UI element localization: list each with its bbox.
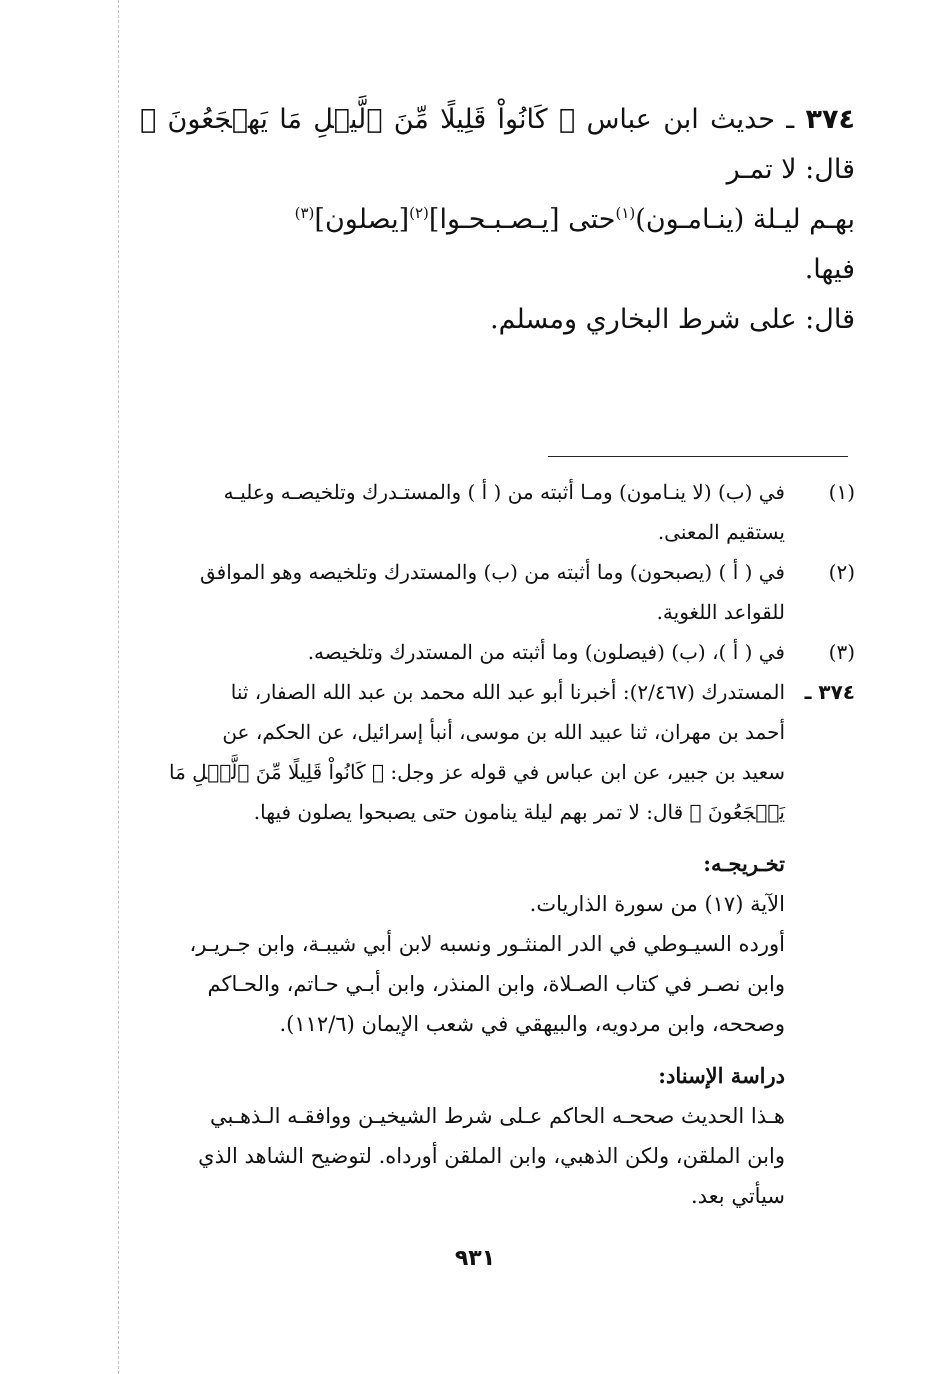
hadith-line2-part-a: بهـم ليـلة (ينـامـون) xyxy=(635,204,855,235)
source-line: يَهۡجَعُونَ ﴾ قال: لا تمر بهم ليلة ينامون حتى يصبحوا يصلون فيها. xyxy=(253,800,785,824)
takhrij-title: تخـريجـه: xyxy=(703,851,785,876)
hadith-line-2 xyxy=(140,195,855,245)
takhrij-line: الآية (١٧) من سورة الذاريات. xyxy=(529,892,785,916)
isnad-section xyxy=(140,1056,855,1216)
hadith-line-3: فيها. xyxy=(804,254,855,285)
source-line: المستدرك (٢/٤٦٧): أخبرنا أبو عبد الله محمد بن عبد الله الصفار، ثنا xyxy=(230,680,785,704)
page-number: ٩٣١ xyxy=(454,1246,496,1271)
footnote-ref-3: (٣) xyxy=(294,204,315,222)
footnote-ref-2: (٢) xyxy=(409,204,429,222)
footnote-line: في ( أ )، (ب) (فيصلون) وما أثبته من المستدرك وتلخيصه. xyxy=(307,640,785,664)
footnotes-block xyxy=(140,472,855,1216)
source-note xyxy=(140,672,855,832)
source-body xyxy=(140,672,785,832)
footnote-body xyxy=(140,552,785,632)
hadith-line2-part-c: [يصلون] xyxy=(314,204,410,235)
footnote-mark: (٣) xyxy=(828,640,855,664)
margin-guide-line xyxy=(118,0,119,1374)
footnote-mark: (١) xyxy=(828,480,855,504)
isnad-title: دراسة الإسناد: xyxy=(658,1063,785,1088)
footnote-3 xyxy=(140,632,855,672)
footnote-line: في (ب) (لا ينـامون) ومـا أثبته من ( أ ) والمستـدرك وتلخيصـه وعليـه xyxy=(223,480,785,504)
footnote-mark: (٢) xyxy=(828,560,855,584)
takhrij-line: وابن نصـر في كتاب الصـلاة، وابن المنذر، وابن أبـي حـاتم، والحـاكم xyxy=(207,972,785,996)
footnote-body xyxy=(140,472,785,552)
footnote-line: للقواعد اللغوية. xyxy=(656,600,785,624)
isnad-line: سيأتي بعد. xyxy=(690,1184,785,1208)
footnote-ref-1: (١) xyxy=(615,204,636,222)
footnote-line: يستقيم المعنى. xyxy=(657,520,785,544)
source-mark: ٣٧٤ ـ xyxy=(804,680,855,704)
hadith-line2-part-b: حتى [يـصـبـحـوا] xyxy=(428,204,616,235)
main-text-block xyxy=(140,95,855,345)
isnad-line: هـذا الحديث صححـه الحاكم عـلى شرط الشيخيـن ووافقـه الـذهـبي xyxy=(209,1104,785,1128)
isnad-line: وابن الملقن، ولكن الذهبي، وابن الملقن أورداه. لتوضيح الشاهد الذي xyxy=(198,1144,785,1168)
source-line: سعيد بن جبير، عن ابن عباس في قوله عز وجل: ﴿ كَانُواْ قَلِيلًا مِّنَ ٱلَّيۡلِ مَا xyxy=(168,760,785,784)
hadith-number: ٣٧٤ xyxy=(805,104,855,135)
source-line: أحمد بن مهران، ثنا عبيد الله بن موسى، أنبأ إسرائيل، عن الحكم، عن xyxy=(222,720,785,744)
quran-verse: ﴿ كَانُواْ قَلِيلًا مِّنَ ٱلَّيۡلِ مَا يَهۡجَعُونَ ﴾ xyxy=(140,104,576,135)
footnote-line: في ( أ ) (يصبحون) وما أثبته من (ب) والمستدرك وتلخيصه وهو الموافق xyxy=(199,560,785,584)
footnote-separator xyxy=(548,456,848,457)
hadith-verdict: قال: على شرط البخاري ومسلم. xyxy=(489,304,855,335)
hadith-dash: ـ xyxy=(774,104,806,135)
takhrij-line: وصححه، وابن مردويه، والبيهقي في شعب الإيمان (١١٢/٦). xyxy=(279,1012,785,1036)
footnote-1 xyxy=(140,472,855,552)
hadith-lead: حديث ابن عباس xyxy=(586,104,775,135)
hadith-line-1 xyxy=(140,95,855,195)
footnote-2 xyxy=(140,552,855,632)
takhrij-section xyxy=(140,844,855,1044)
hadith-text-after-verse: قال: لا تمـر xyxy=(726,154,855,185)
takhrij-line: أورده السيـوطي في الدر المنثـور ونسبه لابن أبي شيبـة، وابن جـريـر، xyxy=(189,932,785,956)
footnote-body xyxy=(140,632,785,672)
